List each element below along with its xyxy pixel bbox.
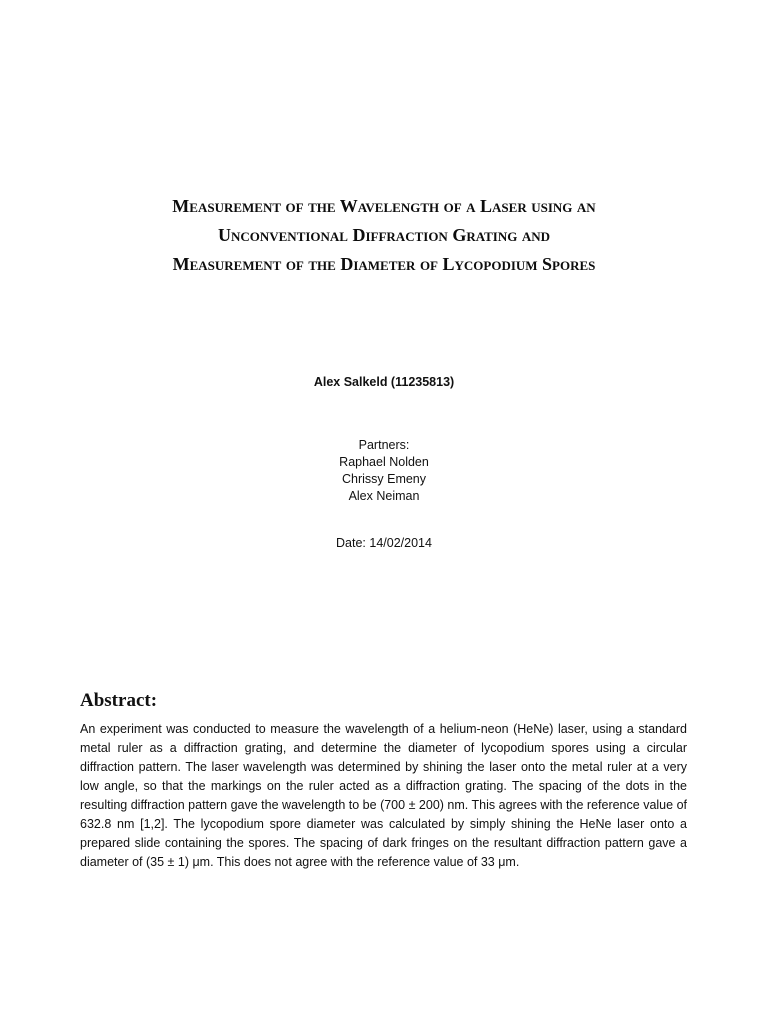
title-line-2: Unconventional Diffraction Grating and [217,225,551,245]
report-date: Date: 14/02/2014 [336,536,432,550]
author-name: Alex Salkeld (11235813) [313,375,455,389]
abstract-heading: Abstract: [80,690,158,711]
partner-name: Chrissy Emeny [341,472,427,486]
partner-name: Raphael Nolden [339,455,429,469]
partners-label: Partners: [358,438,410,452]
abstract-body: An experiment was conducted to measure the wavelength of a helium-neon (HeNe) laser, using a standard metal ruler as a diffraction grating, and determine the diameter of lycopodium spores using a circular diffraction pattern. The laser wavelength was determined by shining the laser onto the metal ruler at a very low angle, so that the markings on the ruler acted as a diffraction grating. The spacing of the dots in the resulting diffraction pattern gave the wavelength to be (700 ± 200) nm. This agrees with the reference value of 632.8 nm [1,2]. The lycopodium spore diameter was calculated by simply shining the HeNe laser onto a prepared slide containing the spores. The spacing of dark fringes on the resultant diffraction pattern gave a diameter of (35 ± 1) μm. This does not agree with the reference value of 33 μm. [80,722,687,869]
title-line-1: Measurement of the Wavelength of a Laser using an [172,196,596,216]
title-line-3: Measurement of the Diameter of Lycopodium Spores [172,254,596,274]
partners-block [0,437,768,505]
paper-title [0,192,768,279]
partner-name: Alex Neiman [348,489,420,503]
